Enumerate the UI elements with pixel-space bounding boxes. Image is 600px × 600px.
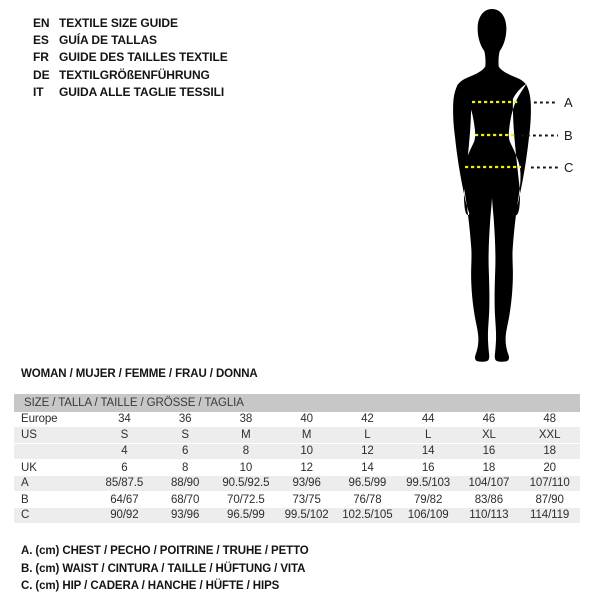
size-value: 42	[361, 413, 374, 426]
size-value: 83/86	[474, 493, 504, 506]
language-code: IT	[33, 84, 44, 99]
size-value: M	[276, 427, 337, 443]
size-value: 73/75	[292, 493, 321, 506]
size-value: 16	[421, 461, 435, 474]
size-value: 87/90	[535, 493, 564, 506]
language-label: TEXTILE SIZE GUIDE	[59, 16, 178, 30]
size-row-label: A	[14, 476, 94, 492]
size-table-row	[14, 427, 580, 443]
size-value: 40	[300, 413, 313, 426]
marker-a-label: A	[564, 95, 573, 110]
size-value: 76/78	[353, 493, 382, 506]
size-value: L	[398, 427, 459, 443]
size-table-row	[14, 460, 580, 476]
size-row-label: UK	[21, 461, 37, 474]
size-value: 12	[337, 443, 398, 460]
size-table	[14, 394, 580, 524]
legend-line: B. (cm) WAIST / CINTURA / TAILLE / HÜFTUNG / VITA	[21, 562, 306, 575]
size-value: XXL	[519, 427, 580, 443]
size-value: 14	[361, 461, 374, 474]
size-value: 6	[121, 461, 128, 474]
size-value: 48	[543, 413, 556, 426]
size-table-row	[14, 508, 580, 524]
language-label: GUÍA DE TALLAS	[59, 33, 157, 48]
marker-c-label: C	[564, 160, 574, 175]
size-value: 93/96	[276, 476, 337, 492]
size-value: S	[155, 427, 216, 443]
size-table-row	[14, 476, 580, 492]
size-value: 99.5/102	[276, 508, 337, 524]
size-row-label: B	[21, 493, 29, 506]
size-value: S	[94, 427, 155, 443]
size-value: 104/107	[459, 476, 520, 492]
size-table-header-row	[14, 394, 580, 412]
woman-silhouette-figure	[420, 0, 600, 370]
size-value: 38	[239, 413, 253, 426]
legend-line: C. (cm) HIP / CADERA / HANCHE / HÜFTE / HIPS	[21, 580, 280, 593]
size-value: 93/96	[155, 508, 216, 524]
size-value: 8	[181, 461, 189, 474]
size-value: 96.5/99	[216, 508, 277, 524]
size-value: 6	[155, 443, 216, 460]
size-value: 8	[216, 443, 277, 460]
size-value: 90/92	[94, 508, 155, 524]
size-value: 88/90	[155, 476, 216, 492]
woman-silhouette	[453, 9, 531, 362]
size-value: 16	[459, 443, 520, 460]
size-value: 18	[519, 443, 580, 460]
size-value: 12	[300, 461, 313, 474]
size-value: XL	[459, 427, 520, 443]
size-value: 114/119	[519, 508, 580, 524]
size-value: 10	[239, 461, 253, 474]
size-value: L	[337, 427, 398, 443]
size-table-row	[14, 443, 580, 460]
size-value: 20	[543, 461, 556, 474]
size-row-label: US	[14, 427, 94, 443]
size-value: 46	[482, 413, 496, 426]
size-table-header: SIZE / TALLA / TAILLE / GRÖSSE / TAGLIA	[14, 394, 580, 412]
language-guide	[33, 15, 228, 101]
language-code: DE	[33, 67, 50, 82]
language-code: ES	[33, 33, 49, 48]
size-table-body	[14, 412, 580, 524]
size-value: 68/70	[170, 493, 200, 506]
section-title: WOMAN / MUJER / FEMME / FRAU / DONNA	[21, 368, 258, 380]
size-value: 14	[398, 443, 459, 460]
size-value: 44	[421, 413, 435, 426]
size-value: 102.5/105	[337, 508, 398, 524]
size-value: 85/87.5	[94, 476, 155, 492]
size-value: 96.5/99	[337, 476, 398, 492]
size-table-row	[14, 412, 580, 428]
size-value: 34	[118, 413, 131, 426]
size-value: 4	[94, 443, 155, 460]
size-value: 110/113	[459, 508, 520, 524]
language-label: GUIDE DES TAILLES TEXTILE	[59, 50, 228, 65]
size-value: 10	[276, 443, 337, 460]
size-table-row	[14, 492, 580, 508]
size-value: 70/72.5	[227, 493, 265, 506]
size-row-label: Europe	[21, 413, 58, 426]
marker-b-label: B	[564, 128, 573, 143]
figure-wrap	[420, 0, 600, 370]
size-value: 106/109	[398, 508, 459, 524]
language-label: GUIDA ALLE TAGLIE TESSILI	[59, 84, 225, 99]
size-row-label	[14, 443, 94, 460]
size-value: 36	[178, 413, 192, 426]
size-value: M	[216, 427, 277, 443]
size-value: 64/67	[110, 493, 139, 506]
legend-line: A. (cm) CHEST / PECHO / POITRINE / TRUHE / PETTO	[21, 545, 309, 557]
language-code: FR	[33, 50, 49, 65]
language-code: EN	[33, 16, 50, 30]
size-row-label: C	[14, 508, 94, 524]
size-value: 79/82	[413, 493, 443, 506]
size-value: 107/110	[519, 476, 580, 492]
size-value: 99.5/103	[398, 476, 459, 492]
language-label: TEXTILGRÖßENFÜHRUNG	[59, 67, 210, 82]
size-value: 90.5/92.5	[216, 476, 277, 492]
size-value: 18	[482, 461, 496, 474]
measurement-legend	[21, 543, 309, 596]
